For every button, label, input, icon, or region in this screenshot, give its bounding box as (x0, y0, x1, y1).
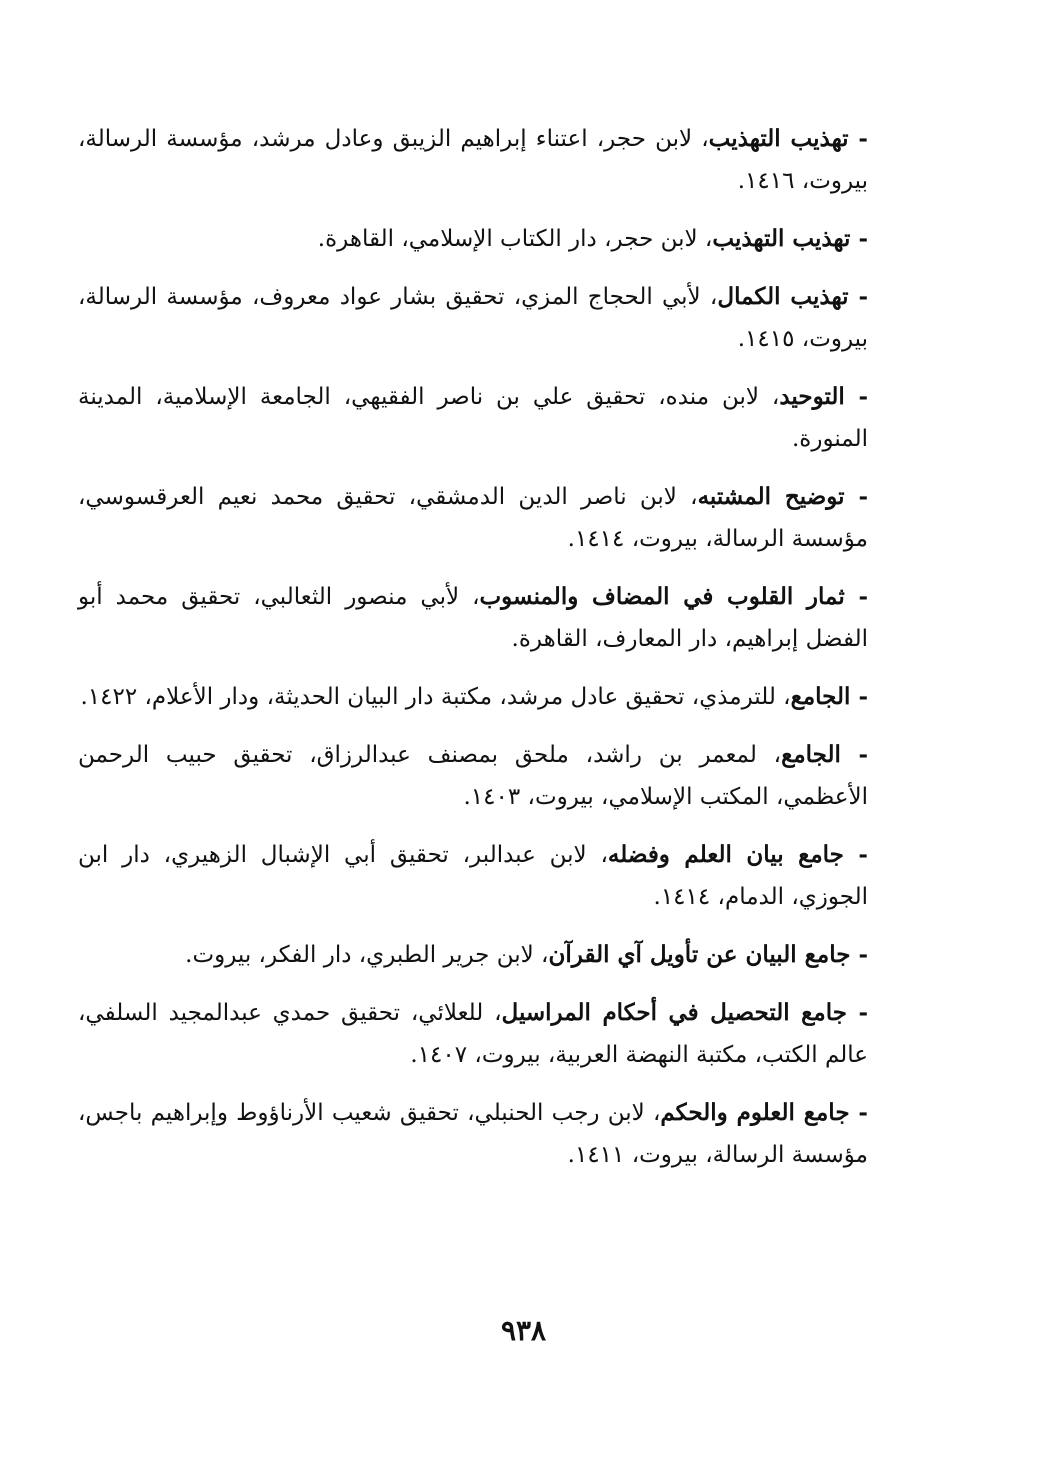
bibliography-entry: - الجامع، لمعمر بن راشد، ملحق بمصنف عبدالرزاق، تحقيق حبيب الرحمن الأعظمي، المكتب الإسلامي، بيروت، ١٤٠٣. (78, 741, 868, 810)
entry-details: ، لابن عبدالبر، تحقيق أبي الإشبال الزهيري، دار ابن الجوزي، الدمام، ١٤١٤. (78, 842, 868, 910)
entry-title: تهذيب التهذيب (712, 225, 851, 252)
bibliography-list (78, 118, 868, 1192)
entry-title: جامع العلوم والحكم (660, 1099, 850, 1126)
bibliography-entry: - تهذيب الكمال، لأبي الحجاج المزي، تحقيق بشار عواد معروف، مؤسسة الرسالة، بيروت، ١٤١٥. (78, 283, 868, 352)
entry-details: ، للترمذي، تحقيق عادل مرشد، مكتبة دار البيان الحديثة، ودار الأعلام، ١٤٢٢. (80, 684, 791, 710)
entry-details: ، لأبي الحجاج المزي، تحقيق بشار عواد معروف، مؤسسة الرسالة، بيروت، ١٤١٥. (78, 284, 868, 352)
bibliography-entry: - التوحيد، لابن منده، تحقيق علي بن ناصر الفقيهي، الجامعة الإسلامية، المدينة المنورة. (78, 383, 868, 452)
entry-details: ، لمعمر بن راشد، ملحق بمصنف عبدالرزاق، تحقيق حبيب الرحمن الأعظمي، المكتب الإسلامي، بيروت، ١٤٠٣. (78, 742, 868, 810)
entry-title: تهذيب الكمال (717, 283, 849, 310)
bibliography-entry: - ثمار القلوب في المضاف والمنسوب، لأبي منصور الثعالبي، تحقيق محمد أبو الفضل إبراهيم، دار المعارف، القاهرة. (78, 583, 868, 652)
bibliography-entry: - جامع البيان عن تأويل آي القرآن، لابن جرير الطبري، دار الفكر، بيروت. (185, 941, 868, 968)
entry-title: ثمار القلوب في المضاف والمنسوب (479, 583, 845, 610)
bibliography-entry: - تهذيب التهذيب، لابن حجر، اعتناء إبراهيم الزيبق وعادل مرشد، مؤسسة الرسالة، بيروت، ١٤١٦. (78, 125, 868, 194)
entry-title: توضيح المشتبه (697, 483, 845, 510)
entry-details: ، لابن حجر، اعتناء إبراهيم الزيبق وعادل مرشد، مؤسسة الرسالة، بيروت، ١٤١٦. (78, 126, 868, 194)
entry-details: ، لابن منده، تحقيق علي بن ناصر الفقيهي، الجامعة الإسلامية، المدينة المنورة. (78, 384, 868, 452)
entry-details: ، لابن ناصر الدين الدمشقي، تحقيق محمد نعيم العرقسوسي، مؤسسة الرسالة، بيروت، ١٤١٤. (78, 484, 868, 552)
entry-title: جامع البيان عن تأويل آي القرآن (548, 941, 851, 968)
entry-details: ، للعلائي، تحقيق حمدي عبدالمجيد السلفي، عالم الكتب، مكتبة النهضة العربية، بيروت، ١٤٠٧. (78, 1000, 868, 1068)
entry-title: الجامع (790, 683, 851, 710)
entry-details: ، لأبي منصور الثعالبي، تحقيق محمد أبو الفضل إبراهيم، دار المعارف، القاهرة. (78, 584, 868, 652)
entry-title: تهذيب التهذيب (708, 125, 849, 152)
bibliography-entry: - جامع العلوم والحكم، لابن رجب الحنبلي، تحقيق شعيب الأرناؤوط وإبراهيم باجس، مؤسسة الرسالة، بيروت، ١٤١١. (78, 1099, 868, 1168)
entry-details: ، لابن حجر، دار الكتاب الإسلامي، القاهرة. (317, 226, 713, 252)
entry-title: الجامع (781, 741, 841, 768)
entry-title: جامع بيان العلم وفضله (607, 841, 844, 868)
page-number: ٩٣٨ (500, 1314, 547, 1347)
bibliography-entry: - توضيح المشتبه، لابن ناصر الدين الدمشقي، تحقيق محمد نعيم العرقسوسي، مؤسسة الرسالة، بيروت، ١٤١٤. (78, 483, 868, 552)
entry-details: ، لابن جرير الطبري، دار الفكر، بيروت. (185, 942, 549, 968)
bibliography-entry: - تهذيب التهذيب، لابن حجر، دار الكتاب الإسلامي، القاهرة. (317, 225, 868, 252)
entry-title: التوحيد (779, 383, 845, 410)
bibliography-entry: - جامع بيان العلم وفضله، لابن عبدالبر، تحقيق أبي الإشبال الزهيري، دار ابن الجوزي، الدمام، ١٤١٤. (78, 841, 868, 910)
entry-title: جامع التحصيل في أحكام المراسيل (501, 999, 847, 1026)
bibliography-entry: - الجامع، للترمذي، تحقيق عادل مرشد، مكتبة دار البيان الحديثة، ودار الأعلام، ١٤٢٢. (80, 683, 868, 710)
bibliography-entry: - جامع التحصيل في أحكام المراسيل، للعلائي، تحقيق حمدي عبدالمجيد السلفي، عالم الكتب، مكتبة النهضة العربية، بيروت، ١٤٠٧. (78, 999, 869, 1068)
entry-details: ، لابن رجب الحنبلي، تحقيق شعيب الأرناؤوط وإبراهيم باجس، مؤسسة الرسالة، بيروت، ١٤١١. (78, 1100, 868, 1168)
